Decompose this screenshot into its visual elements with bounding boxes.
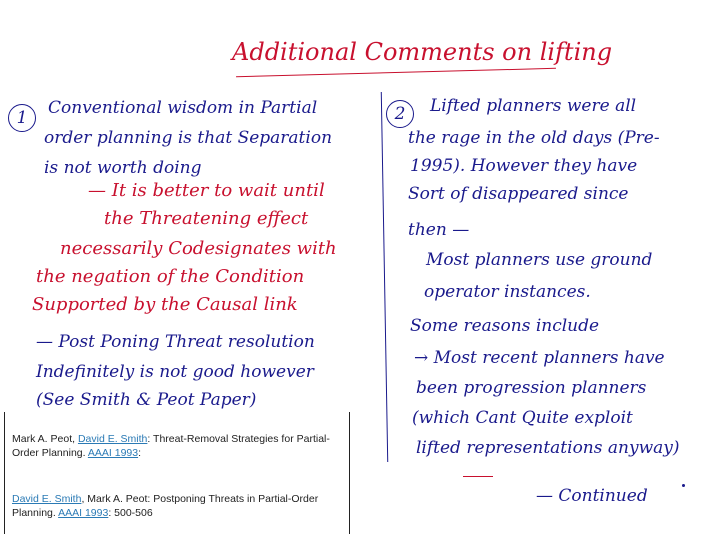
ref1-author-link[interactable]: David E. Smith — [77, 433, 148, 445]
reference-1 — [12, 432, 342, 460]
left-text-line: Conventional wisdom in Partial — [48, 98, 318, 118]
ref1-end: : — [138, 447, 142, 460]
right-text-line: been progression planners — [416, 378, 647, 398]
ref1-author: Mark A. Peot, — [12, 433, 78, 445]
right-text-line: → Most recent planners have — [414, 348, 665, 368]
right-text-line: Sort of disappeared since — [408, 184, 629, 204]
ref1-venue-link[interactable]: AAAI 1993 — [87, 447, 139, 460]
item-number-1: 1 — [8, 104, 36, 132]
ref2-end: : 500-506 — [108, 507, 153, 520]
left-text-line: (See Smith & Peot Paper) — [36, 390, 257, 410]
left-red-line: the Threatening effect — [104, 208, 309, 229]
ref2-text: , Mark A. Peot: Postponing Threats in Partial-Order Planning. — [12, 493, 319, 520]
right-text-line: then — — [408, 220, 470, 240]
ref2-author-link[interactable]: David E. Smith — [12, 493, 82, 505]
right-text-line: (which Cant Quite exploit — [412, 408, 633, 428]
left-text-line: — Post Poning Threat resolution — [36, 332, 315, 352]
ink-dot — [682, 484, 685, 487]
left-red-line: necessarily Codesignates with — [60, 238, 337, 259]
right-text-line: lifted representations anyway) — [416, 438, 680, 458]
left-red-line: Supported by the Causal link — [32, 294, 298, 315]
left-red-line: — It is better to wait until — [88, 180, 325, 201]
left-text-line: is not worth doing — [44, 158, 202, 178]
column-divider — [381, 92, 388, 462]
right-text-line: Lifted planners were all — [430, 96, 637, 116]
right-text-line: 1995). However they have — [410, 156, 638, 176]
right-text-line: operator instances. — [424, 282, 591, 302]
left-text-line: Indefinitely is not good however — [36, 362, 314, 382]
right-text-line: Most planners use ground — [426, 250, 653, 270]
right-text-line: Some reasons include — [410, 316, 600, 336]
left-text-line: order planning is that Separation — [44, 128, 333, 148]
continued-note: — Continued — [536, 486, 648, 506]
ref2-venue-link[interactable]: AAAI 1993 — [58, 507, 109, 520]
ref1-text: : Threat-Removal Strategies for Partial-Order Planning. — [12, 433, 330, 460]
left-red-line: the negation of the Condition — [36, 266, 305, 287]
reference-2 — [12, 492, 342, 520]
red-underline-mark — [463, 476, 493, 477]
item-number-2: 2 — [386, 100, 414, 128]
right-text-line: the rage in the old days (Pre- — [408, 128, 660, 148]
page-title: Additional Comments on lifting — [232, 38, 613, 66]
title-underline — [236, 68, 556, 77]
